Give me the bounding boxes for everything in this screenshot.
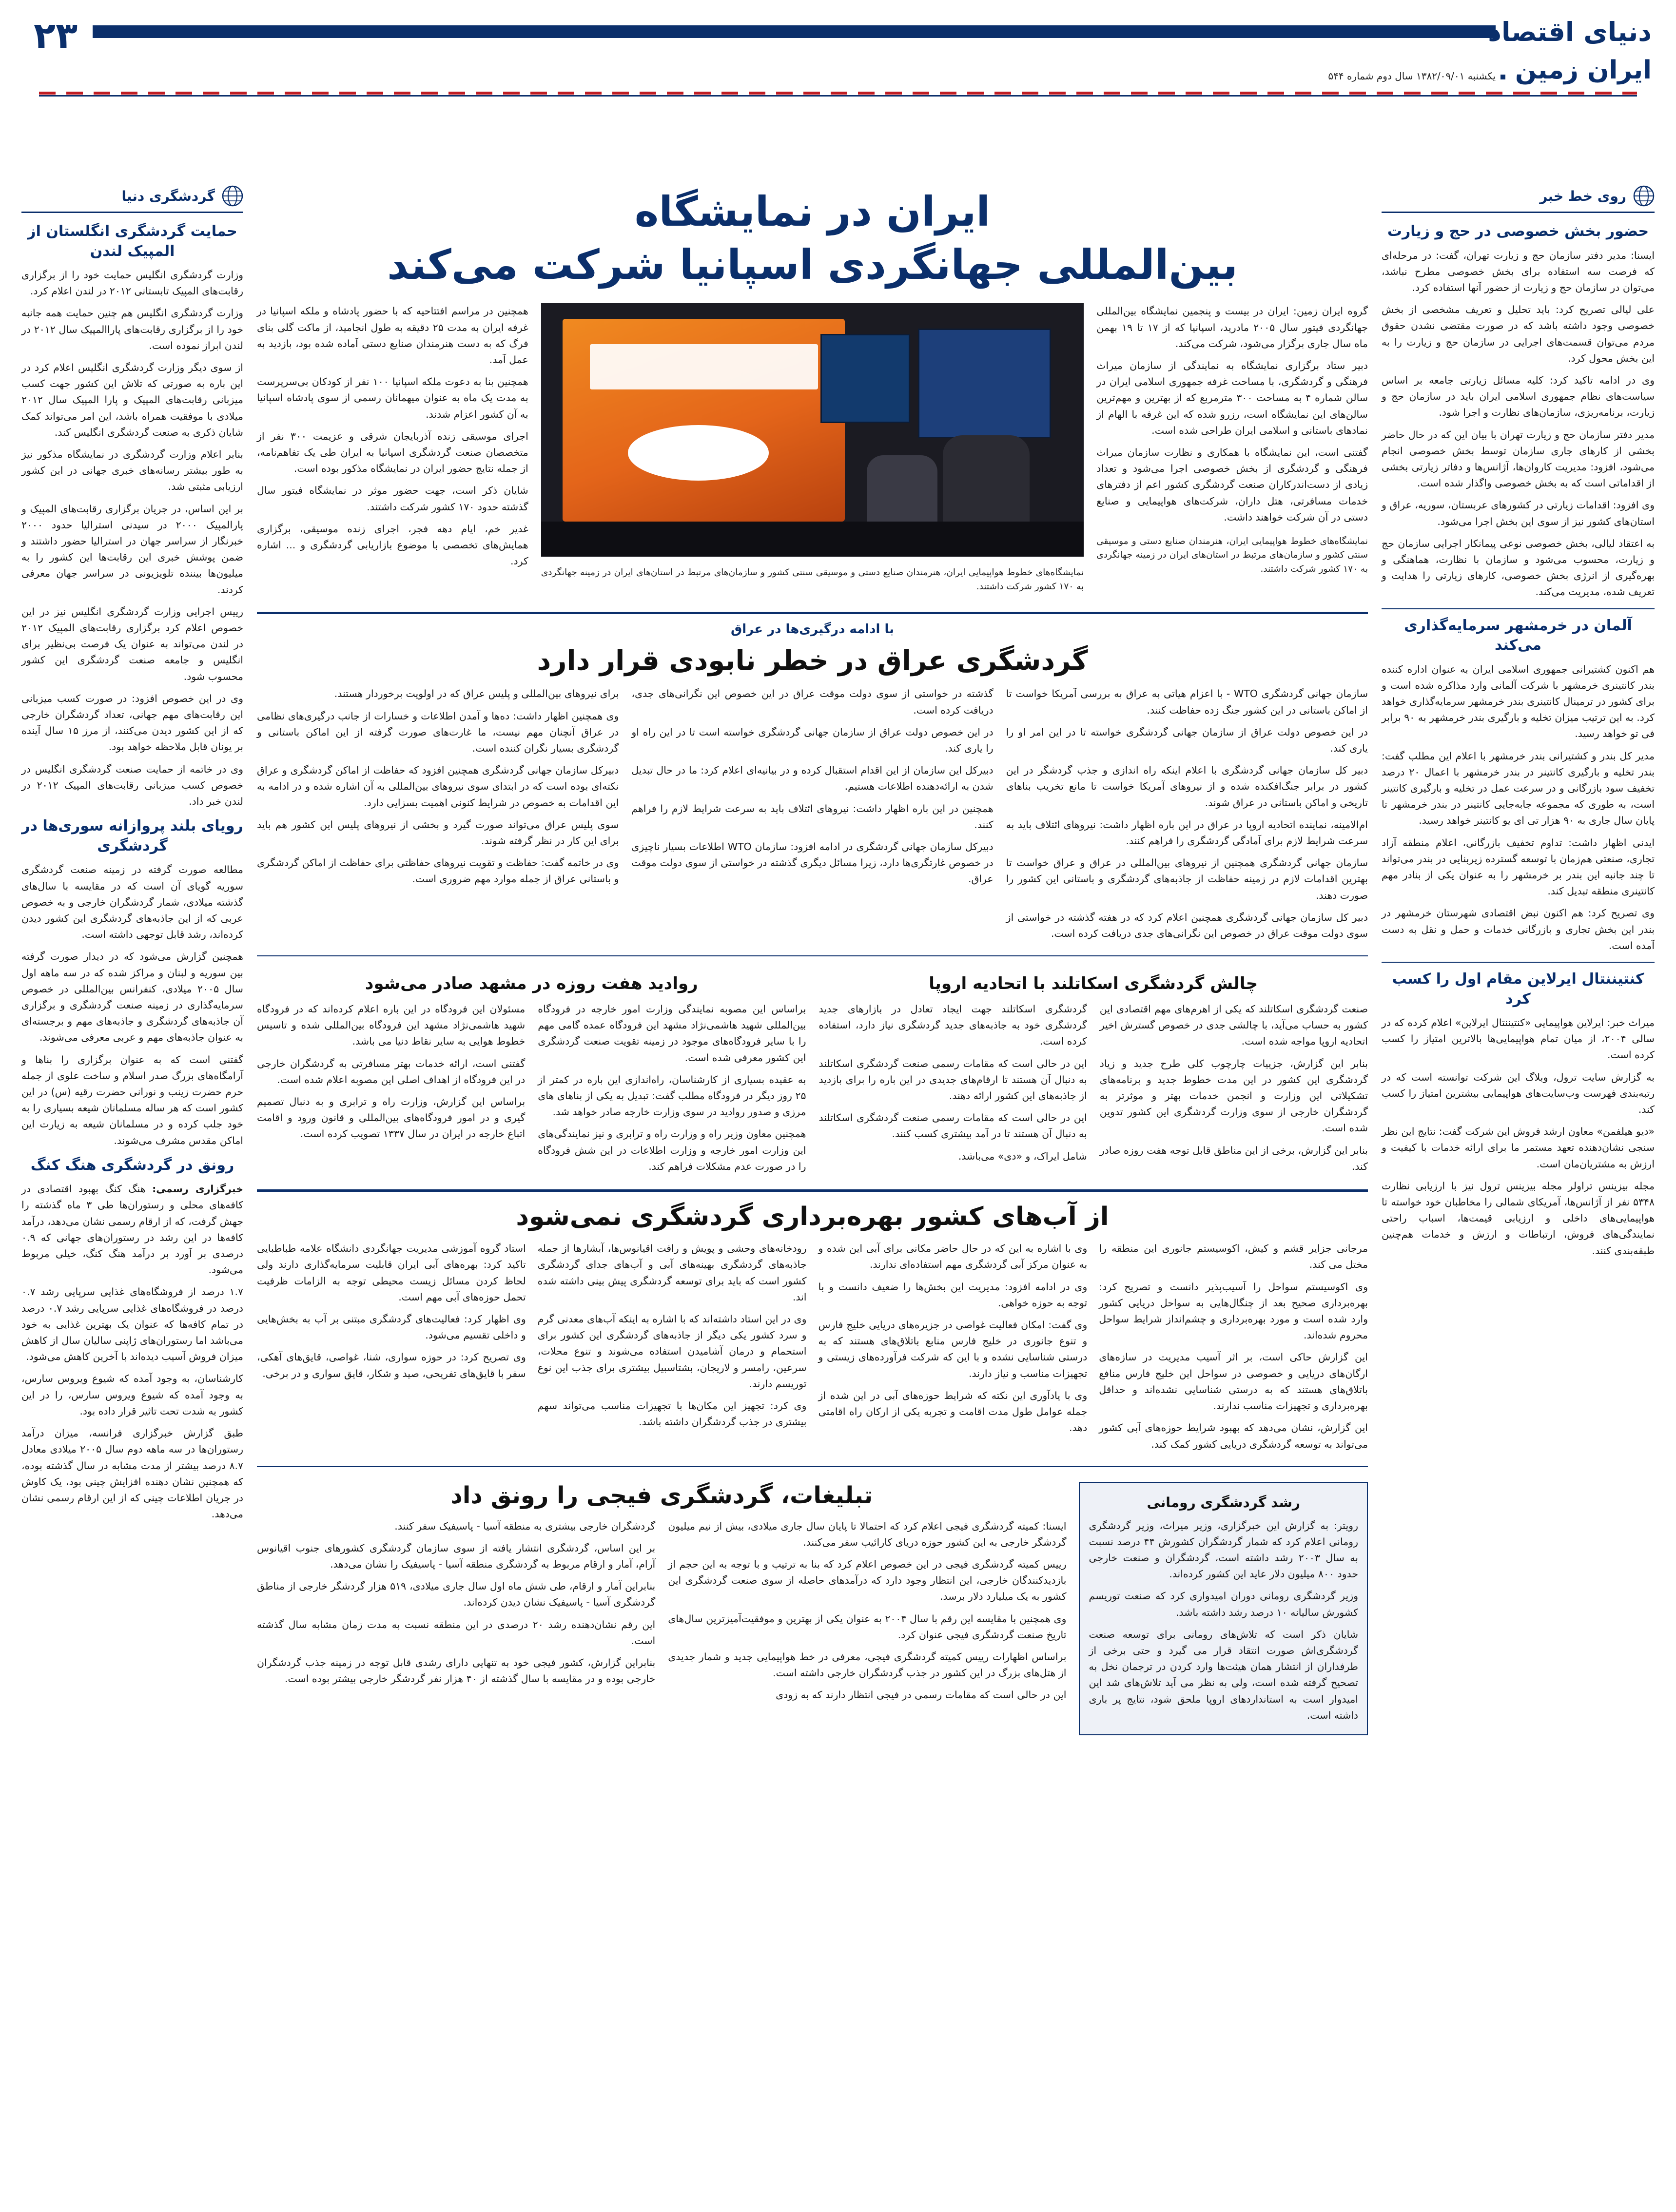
paragraph: این گزارش، نشان می‌دهد که بهبود شرایط حوزه‌های آبی کشور می‌تواند به توسعه گردشگری دریایی کشور کمک کند. [1099,1422,1368,1450]
paragraph: به اعتقاد لیالی، بخش خصوصی نوعی پیمانکار اجرایی سازمان حج و زیارت، محسوب می‌شود و سازمان با نظارت، هماهنگی و بهره‌گیری از انرژی بخش خصوصی، کارهای زیارتی را هدایت و تعریف شده، مدیریت می‌کند. [1382,537,1655,598]
paragraph: مدیر کل بندر و کشتیرانی بندر خرمشهر با اعلام این مطلب گفت: بندر تخلیه و بارگیری کانتینر در بندر خرمشهر با اعمال ۲۰ درصد تخفیف سود بازرگانی و در سرعت عمل در تخلیه و بارگیری کانتینر است، به طوری که مجموعه جابه‌جایی کانتینر در بندر خرمشهر تا پایان سال جاری به ۹۰ هزار تی ای یو کانتینر خواهد رسید. [1382,750,1655,827]
paragraph: همچنین در مراسم افتتاحیه که با حضور پادشاه و ملکه اسپانیا در غرفه ایران به مدت ۲۵ دقیقه به طول انجامید، از ماکت گلی بنای فرگ که به دست هنرمندان صنایع دستی آماده شده بود، بازدید به عمل آمد. [257,305,528,366]
feature-article [257,185,1368,603]
divider [257,1466,1368,1467]
paragraph: وی در خاتمه از حمایت صنعت گردشگری انگلیس در خصوص کسب میزبانی رقابت‌های المپیک ۲۰۱۲ در لندن خبر داد. [21,763,244,808]
divider [257,612,1368,614]
article-headline-iraq: گردشگری عراق در خطر نابودی قرار دارد [537,644,1088,677]
fiji-col-2 [257,1518,655,1709]
divider [257,955,1368,956]
paragraph: کارشناسان، به وجود آمده که شیوع ویروس سارس، به وجود آمده که شیوع ویروس سارس، را در این کشور به شدت تحت تاثیر قرار داده بود. [21,1373,243,1417]
paragraph: میراث خبر: ایرلاین هواپیمایی «کنتیننتال ایرلاین» اعلام کرده که در سالی ۲۰۰۴، از میان تمام هواپیمایی‌ها بالاترین امتیاز را کسب کرده است. [1382,1017,1655,1061]
article-title-england: حمایت گردشگری انگلستان از المپیک لندن [27,223,237,260]
feature-headline-line1: ایران در نمایشگاه [634,188,991,235]
article-fiji [257,1474,1066,1743]
paragraph: ایسنا: مدیر دفتر سازمان حج و زیارت تهران، گفت: در مرحله‌ای که فرصت سه استفاده برای بخش خصوصی مطرح نباشد، می‌توان در سازمان حج و زیارت از حضور آنها استفاده کرد. [1382,249,1655,293]
main-content [257,185,1368,2193]
paragraph: این گزارش حاکی است، بر اثر آسیب مدیریت در سازه‌های ارگان‌های دریایی و خصوصی در سواحل این خلیج فارس منافع باتلاق‌های هستند که به درستی شناسایی نشده‌اند و حداقل بهره‌برداری و تجهیزات مناسب ندارند. [1099,1351,1368,1412]
article-iraq [257,622,1368,948]
paragraph: در این خصوص دولت عراق از سازمان جهانی گردشگری خواسته است تا در این راه او را یاری کند. [631,726,994,754]
photo-banner [590,344,818,390]
paragraph: استاد گروه آموزشی مدیریت جهانگردی دانشگاه علامه طباطبایی تاکید کرد: بهره‌های آبی ایران قابلیت سرمایه‌گذاری دارند ولی لحاظ کردن مسائل زیست محیطی توجه به الزامات ظرفیت تحمل حوزه‌های آبی مهم است. [257,1242,526,1303]
paragraph: گفتنی است، ارائه خدمات بهتر مسافرتی به گردشگران خارجی در این فرودگاه از اهداف اصلی این مصوبه اعلام شده است. [257,1057,526,1086]
water-col-1 [1099,1241,1368,1458]
mashhad-col-1 [538,1001,806,1181]
article-overline-iraq: با ادامه درگیری‌ها در عراق [730,621,894,637]
article-headline-romania: رشد گردشگری رومانی [1147,1494,1300,1511]
paragraph: وی در ادامه افزود: مدیریت این بخش‌ها را ضعیف دانست و با توجه به حوزه خواهی. [818,1281,1088,1309]
paragraph: بنابر اعلام وزارت گردشگری در نمایشگاه مذکور نیز به طور بیشتر رسانه‌های خبری جهانی در این کشور ارزیابی مثبتی شد. [21,448,243,493]
divider [1382,608,1655,609]
fiji-col-1 [668,1518,1066,1709]
feature-headline-line2: بین‌المللی جهانگردی اسپانیا شرکت می‌کند [387,241,1238,289]
paragraph: شایان ذکر است که تلاش‌های رومانی برای توسعه صنعت گردشگری‌اش صورت انتقاد قرار می گیرد و حتی برخی از طرفداران از انتشار همان هیئت‌ها وارد کردن در ترجمان نخل به تصحیح گرفته شده است، ولی به نظر می آید تلاش‌های شد این امیدوار است به استانداردهای اروپا ملحق شود، نتایج پر باری داشته است. [1089,1628,1358,1721]
paragraph-lead [21,1181,243,1278]
paragraph: دبیرکل سازمان جهانی گردشگری همچنین افزود که حفاظت از اماکن گردشگری و عراق نکته‌ای بوده است که در ابتدای سوی نیروهای بین‌المللی به آن اشاره شده و در ادامه به این اقدامات به خصوص در شرایط کنونی اهمیت بسزایی دارد. [257,764,619,809]
paragraph: بنابراین آمار و ارقام، طی شش ماه اول سال جاری میلادی، ۵۱۹ هزار گردشگر خارجی از مناطق گردشگری آسیا - پاسیفیک نشان دیدن کرده‌اند. [257,1580,656,1609]
paragraph: دبیر کل سازمان جهانی گردشگری با اعلام اینکه راه اندازی و جذب گردشگر در این کشور در برابر جنگ‌افکنده شده و از نیروهای آمریکا خواست تا مانع تخریب بناهای تاریخی و اماکن باستانی در عراق شوند. [1006,764,1368,809]
paragraph: وزیر گردشگری رومانی دوران امیدواری کرد که صنعت توریسم کشورش سالیانه ۱۰ درصد رشد داشته باشد. [1089,1590,1358,1618]
paragraph: به گزارش سایت ترول، وبلاگ این شرکت توانسته است که در رتبه‌بندی فهرست وب‌سایت‌های هواپیمایی بیشترین امتیاز را کسب کند. [1382,1071,1655,1116]
paragraph: وزارت گردشگری انگلیس هم چنین حمایت همه جانبه خود را از برگزاری رقابت‌های پاراالمپیک سال ۲۰۱۲ در لندن ابراز نموده است. [21,307,244,351]
article-headline-fiji: تبلیغات، گردشگری فیجی را رونق داد [450,1481,873,1509]
paragraph: گذشته در خواستی از سوی دولت موقت عراق در این خصوص این نگرانی‌های جدی، دریافت کرده است. [631,688,994,716]
globe-icon [1633,185,1655,207]
mashhad-col-2 [257,1001,525,1181]
photo-speech-bubble [628,425,769,481]
left-sidebar [21,185,243,2193]
paragraph: گروه ایران زمین: ایران در بیست و پنجمین نمایشگاه بین‌المللی جهانگردی فیتور سال ۲۰۰۵ مادرید، اسپانیا که از ۱۷ تا ۱۹ بهمن ماه سال جاری برگزار می‌شود، شرکت می‌کند. [1096,305,1368,349]
page-body [21,185,1655,2193]
paragraph: ۱.۷ درصد از فروشگاه‌های غذایی سرپایی رشد ۰.۷ درصد در فروشگاه‌های غذایی سرپایی رشد ۰.۷ درصد در تمام کافه‌ها که عنوان یک بهترین غذایی به خود می‌باشد اما رستوران‌های ژاپنی سالیان سال از کاهش میزان فروش آسیب دیده‌اند با آخرین کاهش می‌شود. [21,1286,243,1363]
paragraph: ایسنا: کمیته گردشگری فیجی اعلام کرد که احتمالا تا پایان سال جاری میلادی، بیش از نیم میلیون گردشگر خارجی به این کشور حوزه دریای کارائیب سفر می‌کنند. [668,1520,1067,1548]
paragraph: وی گفت: امکان فعالیت غواصی در جزیره‌های دریایی خلیج فارس و تنوع جانوری در خلیج فارس منابع باتلاق‌های هستند که به درستی شناسایی نشده و با این که شرکت فرآورده‌های زیستی و تجهیزات مناسب و نیاز دارند. [818,1319,1088,1379]
newspaper-brand: دنیای اقتصاد [1488,17,1652,47]
scotland-col-1 [1100,1001,1368,1181]
divider [257,1189,1368,1192]
feature-col-1 [1096,303,1368,602]
romania-box [1079,1482,1368,1735]
paragraph: بر این اساس، در جریان برگزاری رقابت‌های المپیک و پارالمپیک ۲۰۰۰ در سیدنی استرالیا حدود ۲۰۰۰ خبرنگار از سراسر جهان در استرالیا حضور داشتند و ضمن پوشش خبری این رقابت‌ها این کشور را به میلیون‌ها بیننده تلویزیونی در سراسر جهان معرفی کردند. [21,503,243,596]
paragraph: وی در خاتمه گفت: حفاظت و تقویت نیروهای حفاظتی برای حفاظت از اماکن گردشگری و باستانی عراق از جمله موارد مهم ضروری است. [257,857,619,885]
paragraph: از سوی دیگر وزارت گردشگری انگلیس اعلام کرد در این باره به صورتی که تلاش این کشور جهت کسب میزبانی رقابت‌های المپیک و پارا المپیک سال ۲۰۱۲ میلادی با موفقیت همراه باشد، این امر می‌تواند کمک شایان ذکری به صنعت گردشگری انگلیس کند. [21,362,243,438]
right-kicker [1382,185,1655,213]
paragraph: رییس کمیته گردشگری فیجی در این خصوص اعلام کرد که بنا به ترتیب و با توجه به این حجم از بازدیدکنندگان خارجی، این انتظار وجود دارد که درآمدهای حاصله از سوی صنعت گردشگری این کشور به یک میلیارد دلار برسد. [668,1558,1067,1603]
paragraph: همچنین بنا به دعوت ملکه اسپانیا ۱۰۰ نفر از کودکان بی‌سرپرست به مدت یک ماه به عنوان میهمانان رسمی از سوی پادشاه اسپانیا به آن کشور اعزام شدند. [257,376,528,420]
exhibition-photo [541,303,1084,557]
paragraph: ایدنی اظهار داشت: تداوم تخفیف بازرگانی، اعلام منطقه آزاد تجاری، صنعتی هم‌زمان با توسعه گسترده زیربنایی در بندر می‌تواند تا چند جانبه این بندر بر خرمشهر را به عنوان یکی از بنادر مهم کانتینری منطقه تبدیل کند. [1382,836,1655,897]
article-scotland [819,963,1368,1181]
photo-caption-main: نمایشگاه‌های خطوط هواپیمایی ایران، هنرمندان صنایع دستی و موسیقی سنتی کشور و سازمان‌های مرتبط در استان‌های ایران در زمینه جهانگردی به ۱۷۰ کشور شرکت داشتند. [541,567,1084,592]
paragraph: وی اکوسیستم سواحل را آسیب‌پذیر دانست و تصریح کرد: بهره‌برداری صحیح بعد از چنگال‌هایی به سواحل دریایی کشور وارد شده است و مورد بهره‌برداری و چشم‌انداز شرایط سواحل محروم شده‌اند. [1099,1281,1368,1341]
paragraph: این در حالی است که مقامات رسمی صنعت گردشگری اسکاتلند به دنبال آن هستند تا در آمد بیشتری کسب کنند. [819,1112,1087,1140]
photo-floor [541,522,1084,557]
article-romania [1079,1474,1368,1743]
photo-screen-secondary [820,334,910,423]
water-col-2 [819,1241,1088,1458]
paragraph: دبیرکل این سازمان از این اقدام استقبال کرده و در بیانیه‌ای اعلام کرد: ما در حال تبدیل شدن به ارائه‌دهنده اطلاعات هستیم. [631,764,994,793]
section-title: ایران زمین [1515,56,1652,85]
water-col-3 [538,1241,807,1458]
iraq-col-2 [631,686,993,948]
paragraph: دبیر کل سازمان جهانی گردشگری همچنین اعلام کرد که در هفته گذشته در خواستی از سوی دولت موقت عراق در خصوص این نگرانی‌های جدی دریافت کرده است. [1006,911,1368,939]
issue-text: یکشنبه ۱۳۸۲/۰۹/۰۱ سال دوم شماره ۵۴۴ [1328,70,1496,82]
iraq-col-1 [1006,686,1368,948]
article-mashhad [257,963,806,1181]
paragraph: این در حالی است که مقامات رسمی صنعت گردشگری اسکاتلند به دنبال آن هستند تا ارقام‌های جدیدی در این باره را برای بازدید از جاذبه‌های این کشور ارائه دهند. [819,1057,1087,1102]
paragraph: وی در این خصوص افزود: در صورت کسب میزبانی این رقابت‌های مهم جهانی، تعداد گردشگران خارجی که از این کشور دیدن می‌کنند، از مرز ۱۵ سال آینده بر یونان قابل ملاحظه خواهد بود. [21,692,243,753]
paragraph-text: هنگ کنگ بهبود اقتصادی در کافه‌های محلی و رستوران‌ها طی ۳ ماه گذشته را جهش گرفت، که از ارقام رسمی نشان می‌دهد، درآمد کافه‌ها در این رشد در رستوران‌های جهانی که ۰.۹ درصدی بر آورد بر درآمد هنگ کنگ، خیلی مربوط می‌شود. [21,1183,243,1276]
right-kicker-label: روی خط خبر [1540,188,1626,204]
paragraph: بنابراین گزارش، کشور فیجی خود به تنهایی دارای رشدی قابل توجه در زمینه جذب گردشگران خارجی بوده و در مقایسه با سال گذشته از ۴۰ هزار نفر گردشگر خارجی بیشتر بوده است. [257,1656,656,1685]
paragraph: ام‌الامینه، نماینده اتحادیه اروپا در عراق در این باره اظهار داشت: نیروهای ائتلاف باید به سرعت شرایط لازم برای آمادگی گردشگری را فراهم کنند. [1006,818,1368,847]
paragraph: سازمان جهانی گردشگری WTO - با اعزام هیاتی به عراق به بررسی آمریکا خواست تا از اماکن باستانی در این کشور جنگ زده حفاظت کنند. [1006,688,1368,716]
paragraph: هم اکنون کشتیرانی جمهوری اسلامی ایران به عنوان اداره کننده بندر کانتینری خرمشهر با شرکت آلمانی وارد مذاکره شده است و برای کشور در ترمینال کانتینری بندر خرمشهر سرمایه‌گذاری خواهد کرد. به این ترتیب میزان تخلیه و بارگیری بندر خرمشهر به ۹۰ برابر فی تو خواهد رسید. [1382,663,1655,740]
paragraph: براساس اظهارات رییس کمیته گردشگری فیجی، معرفی در خط هواپیمایی جدید و شمار جدیدی از هتل‌های بزرگ در این کشور در جذب گردشگران خارجی داشته است. [668,1650,1067,1679]
paragraph: همچنین معاون وزیر راه و وزارت راه و ترابری و نیز نمایندگی‌های این وزارت امور خارجه و وزارت اطلاعات در این شش فرودگاه را در صورت عدم مشکلات فراهم کند. [538,1128,806,1172]
paragraph: رویتر: به گزارش این خبرگزاری، وزیر میراث، وزیر گردشگری رومانی اعلام کرد که شمار گردشگران کشورش ۴۴ درصد نسبت به سال ۲۰۰۳ رشد داشته است، گردشگران و صنعت خارجی حدود ۸۰۰ میلیون دلار عاید این کشور کرده‌اند. [1089,1519,1358,1580]
paragraph: غدیر خم، ایام دهه فجر، اجرای زنده موسیقی، برگزاری همایش‌های تخصصی با موضوع بازاریابی گردشگری و ... اشاره کرد. [257,523,528,567]
water-col-4 [257,1241,526,1458]
paragraph: مسئولان این فرودگاه در این باره اعلام کرده‌اند که در فرودگاه شهید هاشمی‌نژاد مشهد این فرودگاه بین‌المللی شده و تاسیس خطوط هوایی به سایر نقاط دنیا می باشد. [257,1003,526,1048]
paragraph: وزارت گردشگری انگلیس حمایت خود را از برگزاری رقابت‌های المپیک تابستانی ۲۰۱۲ در لندن اعلام کرد. [21,269,243,297]
paragraph: مرجانی جزایر قشم و کیش، اکوسیستم جانوری این منطقه را مختل می کند. [1099,1242,1368,1271]
article-title-syria: رویای بلند پروازانه سوری‌ها در گردشگری [21,817,243,854]
paragraph: شایان ذکر است، جهت حضور موثر در نمایشگاه فیتور سال گذشته حدود ۱۷۰ کشور شرکت داشتند. [257,485,528,513]
paragraph: همچنین گزارش می‌شود که در دیدار صورت گرفته بین سوریه و لبنان و مراکز شده که در سه ماهه اول سال ۲۰۰۵ میلادی، کنفرانس بین‌المللی در خصوص سرمایه‌گذاری در زمینه صنعت گردشگری و برگزاری آن جاذبه‌های گردشگری و جاذبه‌های مهم و برجسته‌ای به عنوان جاذبه‌های مهم و عربی معرفی می‌شوند. [21,951,243,1044]
paragraph: در این خصوص دولت عراق از سازمان جهانی گردشگری خواسته تا در این امر او را یاری کند. [1006,726,1368,754]
feature-headline [257,185,1368,291]
paragraph: وی همچنین با مقایسه این رقم با سال ۲۰۰۴ به عنوان یکی از بهترین و موفقیت‌آمیزترین سال‌های تاریخ صنعت گردشگری فیجی عنوان کرد. [668,1612,1067,1641]
paragraph: وی افزود: اقدامات زیارتی در کشورهای عربستان، سوریه، عراق و استان‌های کشور نیز از سوی این بخش اجرا می‌شود. [1382,499,1655,527]
photo-screen [918,329,1051,438]
feature-col-photo [541,303,1084,602]
paragraph: رییس اجرایی وزارت گردشگری انگلیس نیز در این خصوص اعلام کرد برگزاری رقابت‌های المپیک ۲۰۱۲ در لندن می‌تواند به عنوان یک فرصت بی‌نظیر برای انگلیس و جامعه صنعت گردشگری این کشور محسوب شود. [21,605,243,682]
paragraph: رودخانه‌های وحشی و پویش و رافت اقیانوس‌ها، آبشارها از جمله جاذبه‌های گردشگری بهینه‌های آبی و آب‌های جدای گردشگری کشور است که باید برای توسعه گردشگری پیش بینی داشته شده اند. [537,1242,807,1303]
issue-info [1328,70,1510,82]
scotland-columns [819,1001,1368,1181]
paragraph: بر این اساس، گردشگری انتشار یافته از سوی سازمان گردشگری کشورهای جنوب اقیانوس آرام، آمار و ارقام مربوط به گردشگری منطقه آسیا - پاسیفیک را نشان می‌دهد. [257,1542,656,1570]
paragraph: وی همچنین اظهار داشت: ده‌ها و آمدن اطلاعات و خسارات از جانب درگیری‌های نظامی در عراق آنچنان مهم نیست، ما غارت‌های صورت گرفته از این اماکن باستانی و گردشگری بسیار نگران کننده است. [257,710,619,754]
paragraph: صنعت گردشگری اسکاتلند که یکی از اهرم‌های مهم اقتصادی این کشور به حساب می‌آید، با چالشی جدی در خصوص گسترش اخیر اتحادیه اروپا مواجه شده است. [1099,1003,1368,1048]
issue-bullet-icon [1501,75,1505,79]
masthead-rule [93,25,1496,38]
paragraph: وی اظهار کرد: فعالیت‌های گردشگری مبتنی بر آب به بخش‌هایی و داخلی تقسیم می‌شود. [257,1313,526,1341]
article-headline-mashhad: روادید هفت روزه در مشهد صادر می‌شود [365,974,698,994]
masthead [19,15,1657,85]
article-headline-water: از آب‌های کشور بهره‌برداری گردشگری نمی‌شود [516,1202,1109,1232]
feature-columns [257,303,1368,602]
paragraph: دبیرکل سازمان جهانی گردشگری در ادامه افزود: سازمان WTO اطلاعات بسیار ناچیزی در خصوص غارتگری‌ها دارد، زیرا مسائل دیگری گذشته در خواستی از سوی دولت موقت عراق. [631,840,994,885]
fiji-columns [257,1518,1066,1709]
paragraph: وی کرد: تجهیز این مکان‌ها با تجهیزات مناسب می‌تواند سهم بیشتری در جذب گردشگران داشته باشد. [537,1400,807,1428]
paragraph: گفتنی است که به عنوان برگزاری را بناها و آرامگاه‌های بزرگ صدر اسلام و ساخت علوی از جمله حرم حضرت زینب و نورانی حضرت رقیه (س) در این کشور است که هر ساله مسلمانان شیعه بسیاری را به خود جلب کرده و در مسلمانان شیعه به زیارت این اماکن مقدس مشرف می‌شوند. [21,1053,243,1146]
paragraph: براساس این مصوبه نمایندگی وزارت امور خارجه در فرودگاه بین‌المللی شهید هاشمی‌نژاد مشهد این فرودگاه عمده گامی مهم را با سایر فرودگاه‌های موجود در زمینه تقویت صنعت گردشگری این کشور معرفی شده است. [538,1003,806,1064]
bottom-row [257,1474,1368,1743]
mashhad-columns [257,1001,806,1181]
article-title-hongkong: رونق در گردشگری هنگ کنگ [30,1156,234,1174]
article-water [257,1200,1368,1458]
left-kicker [21,185,243,213]
paragraph: شامل ایراک، و «دی» می‌باشد. [958,1150,1087,1162]
paragraph: وی با اشاره به این که در حال حاضر مکانی برای آبی این شده و به عنوان مرکز آبی گردشگری مهم استفاده‌ای ندارند. [818,1242,1088,1271]
paragraph: همچنین در این باره اظهار داشت: نیروهای ائتلاف باید به سرعت شرایط لازم را فراهم کنند. [631,802,994,831]
paragraph: طبق گزارش خبرگزاری فرانسه، میزان درآمد رستوران‌ها در سه ماهه دوم سال ۲۰۰۵ میلادی معادل ۸.۷ درصد بیشتر از مدت مشابه در سال گذشته بوده، که همچنین نشان دهنده افزایش چینی بود، یک کاوش در جریان اطلاعات چینی که از این ارقام رسمی نشان می‌دهد. [21,1427,244,1520]
water-columns [257,1241,1368,1458]
article-headline-scotland: چالش گردشگری اسکاتلند با اتحادیه اروپا [929,974,1258,994]
paragraph: سازمان جهانی گردشگری همچنین از نیروهای بین‌المللی در عراق و عراق خواست تا بهترین اقدامات لازم در زمینه حفاظت از جاذبه‌های گردشگری و باستانی این کشور را صورت دهند. [1006,857,1368,901]
feature-col-3 [257,303,528,602]
paragraph: اجرای موسیقی زنده آذربایجان شرقی و عزیمت ۳۰۰ نفر از متخصصان صنعت گردشگری اسپانیا به ایران طی یک تفاهم‌نامه، از جمله نتایج حضور ایران در نمایشگاه مذکور بوده است. [257,430,528,475]
paragraph: گردشگران خارجی بیشتری به منطقه آسیا - پاسیفیک سفر کنند. [394,1520,656,1532]
iraq-columns [257,686,1368,948]
divider [1382,962,1655,963]
article-title-khorramshahr: آلمان در خرمشهر سرمایه‌گذاری می‌کند [1404,617,1632,654]
paragraph: وی با یادآوری این نکته که شرایط حوزه‌های آبی در این شده از جمله عوامل طول مدت اقامت و تجربه یکی از ارکان راه اقامتی دهد. [818,1389,1088,1434]
photo-caption: نمایشگاه‌های خطوط هواپیمایی ایران، هنرمندان صنایع دستی و موسیقی سنتی کشور و سازمان‌های مرتبط در استان‌های ایران در زمینه جهانگردی به ۱۷۰ کشور شرکت داشتند. [1096,536,1368,574]
right-sidebar [1382,185,1655,2193]
paragraph: «دیو هیلفمن» معاون ارشد فروش این شرکت گفت: نتایج این نظر سنجی نشان‌دهنده تعهد مستمر ما برای ارائه خدمات با کیفیت و ارزش به مشتریان‌مان است. [1382,1125,1655,1170]
paragraph: سوی پلیس عراق می‌تواند صورت گیرد و بخشی از نیروهای پلیس این کشور هم باید برای این کار در نظر گرفته شوند. [257,818,619,847]
paragraph: برای نیروهای بین‌المللی و پلیس عراق که در اولویت برخوردار هستند. [334,688,619,700]
paragraph: وی در این استاد داشته‌اند که با اشاره به اینکه آب‌های معدنی گرم و سرد کشور یکی دیگر از جاذبه‌های گردشگری این کشور برای استحمام و درمان آشامیدن استفاده می‌شوند و تنوع محلات، سرعین، رامسر و لاریجان، بشتاسبیل بیشتری برای جذب این نوع توریسم دارند. [537,1313,807,1390]
paragraph: به عقیده بسیاری از کارشناسان، راه‌اندازی این باره در کمتر از ۲۵ روز دیگر در فرودگاه مطلب گفت: تبدیل به یکی از بناهای های مرزی و صدور روادید در سوی وزارت خارجه صادر خواهد شد. [538,1073,806,1118]
paragraph: براساس این گزارش، وزارت راه و ترابری و به دنبال تصمیم گیری و در امور فرودگاه‌های بین‌المللی و قانون ورود و اقامت اتباع خارجه در ایران در سال ۱۳۳۷ تصویب کرده است. [257,1096,526,1140]
paragraph: وی تصریح کرد: در حوزه سواری، شنا، غواصی، قایق‌های آهکی، سفر با قایق‌های تفریحی، صید و شکار، قایق سواری و در برخی. [257,1351,526,1379]
article-title-hajj: حضور بخش خصوصی در حج و زیارت [1387,223,1649,240]
scotland-col-2 [819,1001,1087,1181]
paragraph: مطالعه صورت گرفته در زمینه صنعت گردشگری سوریه گویای آن است که در مقایسه با سال‌های گذشته میلادی، شمار گردشگران خارجی و به خصوص عربی که از این جاذبه‌های گردشگری این کشور دیدن کرده‌اند، رشد قابل توجهی داشته است. [21,864,243,941]
article-title-continental: کنتیننتال ایرلاین مقام اول را کسب کرد [1392,970,1644,1008]
paragraph: مجله بیزینس تراولر مجله بیزینس ترول نیز با ارزیابی نظارت ۵۳۴۸ نفر از آژانس‌ها، آمریکای شمالی را مخاطبان خود خواسته تا هواپیمایی‌های داخلی و ارزیابی قیمت‌ها، اسباب راحتی نمایندگی‌های فروش، ارتباطات و ارزش و خدمات هم‌چنین طبقه‌بندی کنند. [1382,1180,1655,1257]
paragraph: گفتنی است، این نمایشگاه با همکاری و نظارت سازمان میراث فرهنگی و گردشگری از بخش خصوصی اجرا می‌شود و تعداد زیادی از دست‌اندرکاران صنعت گردشگری کشور اعم از دفترهای خدمات مسافرتی، هتل داران، شرکت‌های هواپیمایی و صنایع دستی در آن شرکت خواهند داشت. [1096,446,1368,523]
globe-icon [222,185,243,207]
paragraph: وی تصریح کرد: هم اکنون نبض اقتصادی شهرستان خرمشهر در بندر این بخش تجاری و بازرگانی خدمات و حمل و نقل به دست آمده است. [1382,907,1655,951]
paragraph: این در حالی است که مقامات رسمی در فیجی انتظار دارند که به زودی [776,1689,1067,1701]
paragraph: بنابر این گزارش، برخی از این مناطق قابل توجه هفت روزه صادر کند. [1099,1144,1368,1172]
page-number: ۲۳ [33,15,78,57]
paragraph: دبیر ستاد برگزاری نمایشگاه به نمایندگی از سازمان میراث فرهنگی و گردشگری، با مساحت غرفه جمهوری اسلامی ایران در سالن شماره ۴ به مساحت ۳۰۰ مترمربع که از بهترین و مهم‌ترین سالن‌های این نمایشگاه است، رزرو شده که این غرفه با الهام از نمادهای باستانی و اسلامی ایران طراحی شده است. [1096,359,1368,436]
paragraph: این رقم نشان‌دهنده رشد ۲۰ درصدی در این منطقه نسبت به مدت زمان مشابه سال گذشته است. [257,1618,656,1647]
iraq-col-3 [257,686,619,948]
masthead-blue-rule [39,95,1637,97]
paragraph: مدیر دفتر سازمان حج و زیارت تهران با بیان این که در حال حاضر بخشی از کارهای جاری سازمان توسط بخش خصوصی انجام می‌شود، افزود: مدیریت کاروان‌ها، آژانس‌ها و دفاتر زیارتی بخشی از اقداماتی است که به بخش خصوصی واگذار شده است. [1382,428,1655,489]
paragraph: وی در ادامه تاکید کرد: کلیه مسائل زیارتی جامعه بر اساس سیاست‌های نظام جمهوری اسلامی ایران باید در سازمان حج و زیارت، برنامه‌ریزی، سازمان‌های نظارت و اجرا شود. [1382,374,1655,419]
source-label: خبرگزاری رسمی: [152,1183,243,1195]
paragraph: گردشگری اسکاتلند جهت ایجاد تعادل در بازارهای جدید گردشگری خود به جاذبه‌های جدید گردشگری نیاز دارد، استفاده کرده است. [819,1003,1087,1048]
masthead-dashed-rule [39,92,1637,95]
left-kicker-label: گردشگری دنیا [121,188,215,204]
paragraph: علی لیالی تصریح کرد: باید تحلیل و تعریف مشخصی از بخش خصوصی وجود داشته باشد که در صورت مقتضی نشدن حقوق مردم می‌توان قسمت‌های اجرایی در سازمان حج و زیارت را به این بخش محول کرد. [1382,304,1655,364]
two-article-row [257,963,1368,1181]
paragraph: بنابر این گزارش، جزییات چارچوب کلی طرح جدید و زیاد گردشگری این کشور در این مدت خطوط جدید و برنامه‌های تشکیلاتی این وزارت و انجمن خدمات بهتر و موثرتر به گردشگران خارجی از سوی وزارت گردشگری این کشور تدوین شده است. [1099,1057,1368,1134]
